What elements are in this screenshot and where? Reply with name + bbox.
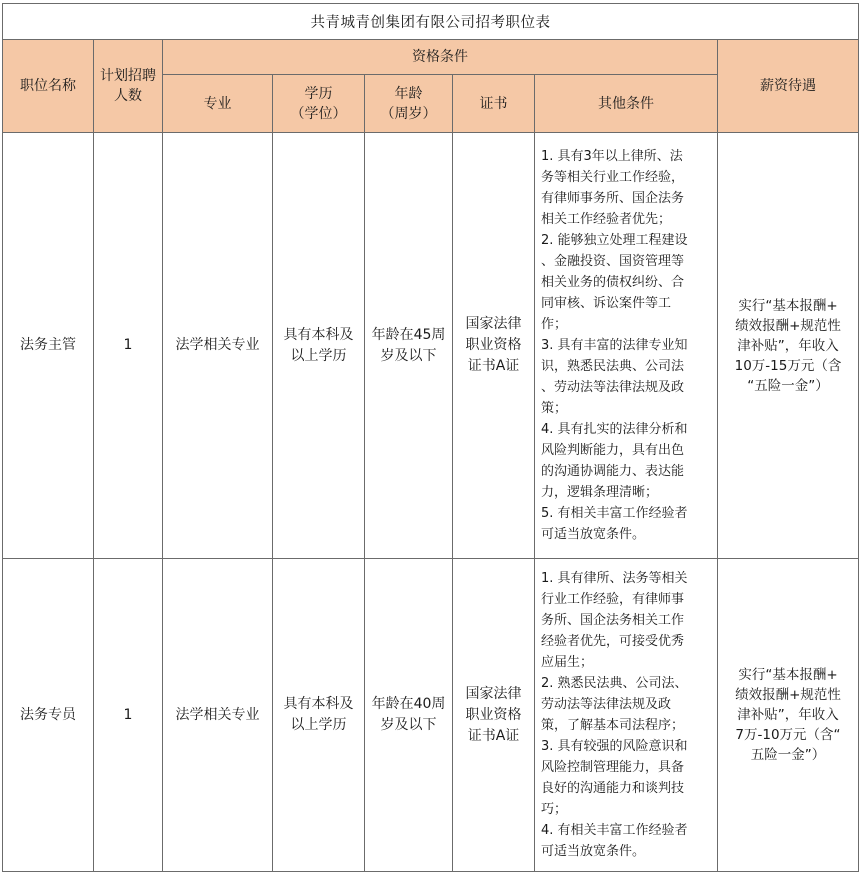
header-count: 计划招聘人数 [94,40,163,133]
position-name: 法务主管 [3,133,94,559]
salary: 实行“基本报酬+ 绩效报酬+规范性 津补贴”，年收入 7万-10万元（含“ 五险一金”） [718,559,859,872]
age-requirement: 年龄在40周 岁及以下 [365,559,453,872]
table-row [3,133,859,559]
age-requirement: 年龄在45周 岁及以下 [365,133,453,559]
certificate: 国家法律 职业资格 证书A证 [453,559,535,872]
major: 法学相关专业 [163,133,273,559]
header-position: 职位名称 [3,40,94,133]
position-name: 法务专员 [3,559,94,872]
header-certificate: 证书 [453,75,535,133]
header-other: 其他条件 [535,75,718,133]
certificate: 国家法律 职业资格 证书A证 [453,133,535,559]
table-title: 共青城青创集团有限公司招考职位表 [3,4,859,40]
header-salary: 薪资待遇 [718,40,859,133]
hiring-count: 1 [94,559,163,872]
other-conditions: 1. 具有3年以上律所、法 务等相关行业工作经验， 有律师事务所、国企法务 相关工作经验者优先； 2. 能够独立处理工程建设 、金融投资、国资管理等 相关业务的债权纠纷、合 同审核、诉讼案件等工 作； 3. 具有丰富的法律专业知 识，熟悉民法典、公司法 、劳动法等法律法规及政 策； 4. 具有扎实的法律分析和 风险判断能力，具有出色 的沟通协调能力、表达能 力，逻辑条理清晰； 5. 有相关丰富工作经验者 可适当放宽条件。 [535,133,718,559]
major: 法学相关专业 [163,559,273,872]
education: 具有本科及 以上学历 [273,559,365,872]
header-age: 年龄 （周岁） [365,75,453,133]
header-major: 专业 [163,75,273,133]
table-row [3,559,859,872]
salary: 实行“基本报酬+ 绩效报酬+规范性 津补贴”，年收入 10万-15万元（含 “五险一金”） [718,133,859,559]
other-conditions: 1. 具有律所、法务等相关 行业工作经验，有律师事 务所、国企法务相关工作 经验者优先，可接受优秀 应届生； 2. 熟悉民法典、公司法、 劳动法等法律法规及政 策，了解基本司法程序； 3. 具有较强的风险意识和 风险控制管理能力，具备 良好的沟通能力和谈判技 巧； 4. 有相关丰富工作经验者 可适当放宽条件。 [535,559,718,872]
job-positions-table [2,3,859,872]
header-qualifications: 资格条件 [163,40,718,75]
education: 具有本科及 以上学历 [273,133,365,559]
header-education: 学历 （学位） [273,75,365,133]
hiring-count: 1 [94,133,163,559]
